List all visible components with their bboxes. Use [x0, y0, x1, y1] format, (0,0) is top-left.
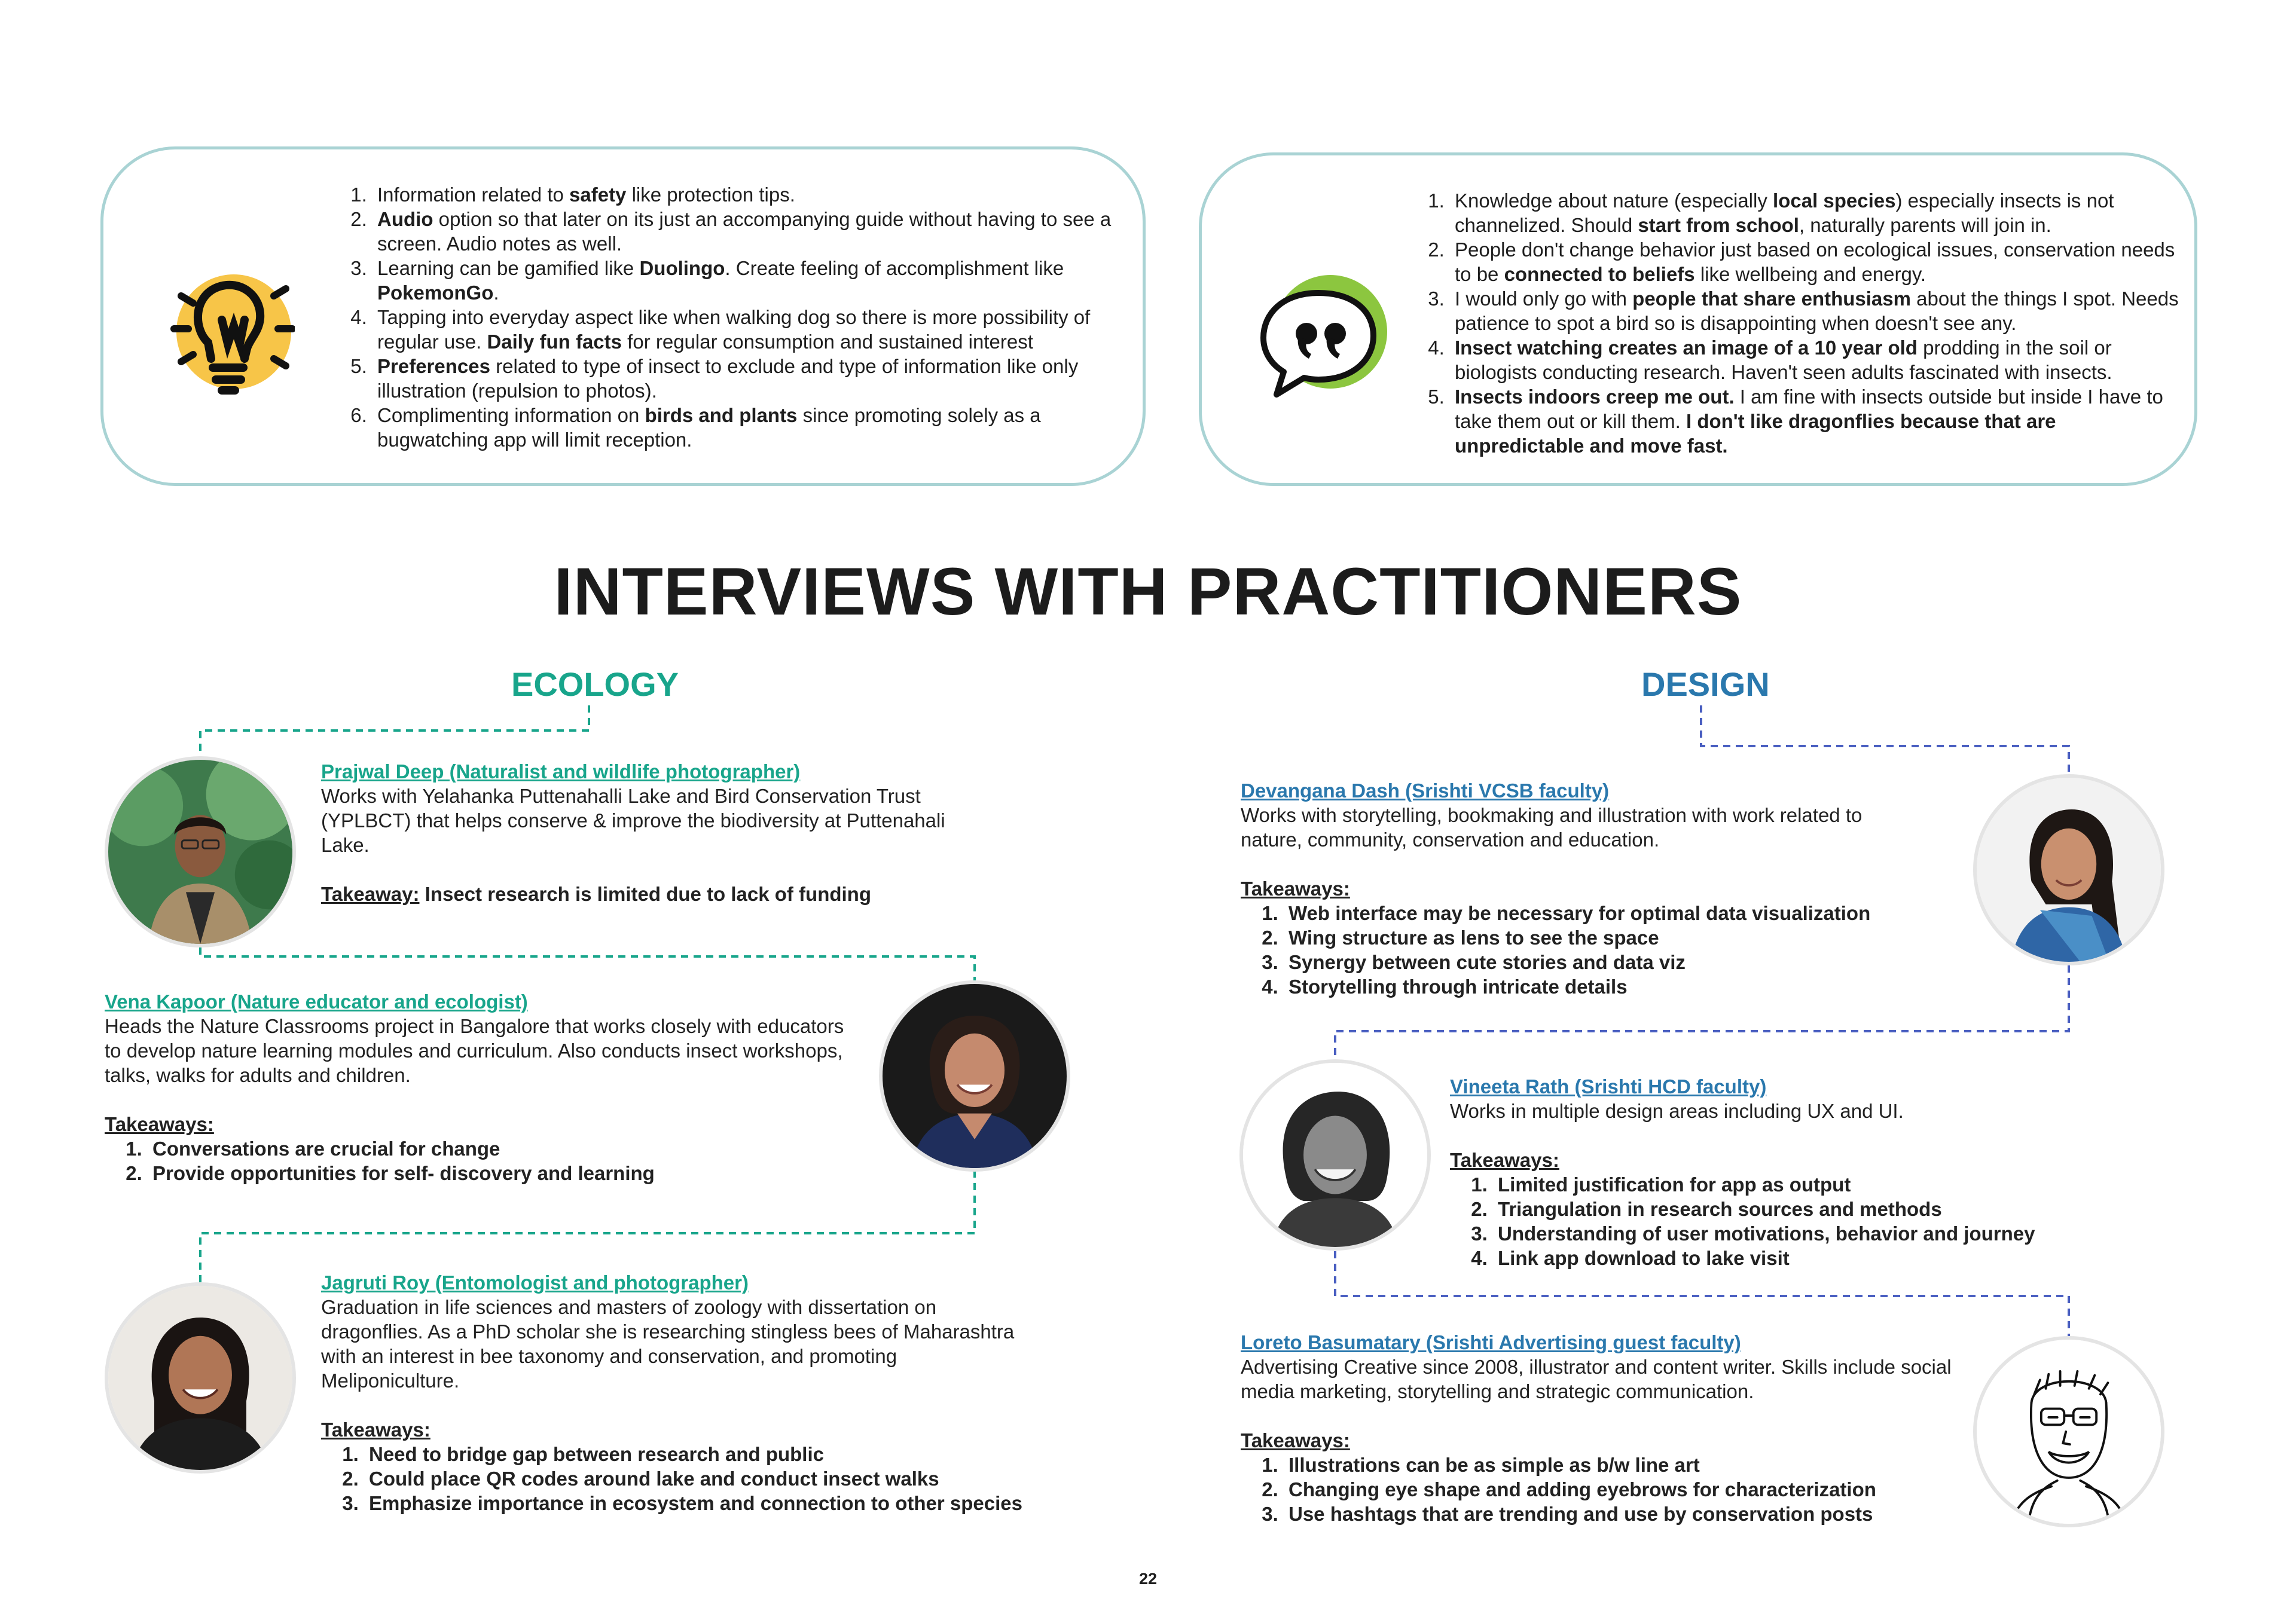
insight-text: Insect watching creates an image of a 10 year old	[1455, 337, 1918, 359]
takeaway-text: Insect research is limited due to lack of funding	[419, 883, 871, 905]
takeaway-list	[321, 1442, 1039, 1515]
insight-text: safety	[569, 184, 627, 206]
takeaway-item: 3. Emphasize importance in ecosystem and connection to other species	[364, 1491, 1039, 1515]
takeaway-list	[1241, 1453, 1958, 1526]
profile-vineeta-rath	[1450, 1074, 2048, 1270]
person-name-link[interactable]: Vineeta Rath (Srishti HCD faculty)	[1450, 1075, 1767, 1098]
takeaway-label: Takeaway:	[321, 883, 420, 905]
takeaway-item: 4. Storytelling through intricate details	[1284, 974, 1928, 999]
insights-right-item	[1450, 188, 2182, 237]
insight-text: .	[493, 282, 499, 304]
insights-list-right	[1423, 188, 2182, 458]
person-name-link[interactable]: Vena Kapoor (Nature educator and ecologist)	[105, 991, 528, 1013]
insight-text: local species	[1773, 189, 1896, 212]
person-description: Works with Yelahanka Puttenahalli Lake and Bird Conservation Trust (YPLBCT) that helps conserve & improve the biodiversity at Puttenahali Lake.	[321, 785, 945, 856]
avatar-jagruti-roy	[105, 1282, 296, 1474]
insight-text: , naturally parents will join in.	[1799, 214, 2051, 236]
takeaway-item: 3. Use hashtags that are trending and use by conservation posts	[1284, 1502, 1958, 1526]
insight-text: prodding in the soil or biologists conducting research. Haven't seen adults fascinated with insects.	[1455, 337, 2112, 383]
takeaway-item: 1. Illustrations can be as simple as b/w line art	[1284, 1453, 1958, 1477]
insight-text: People don't change behavior just based on ecological issues, conservation needs to be	[1455, 239, 2175, 285]
insights-left-item	[373, 182, 1129, 207]
takeaway-item: 3. Understanding of user motivations, behavior and journey	[1493, 1221, 2048, 1246]
insight-text: birds and plants	[645, 404, 798, 426]
insight-text: for regular consumption and sustained interest	[622, 331, 1033, 353]
takeaway-item: 3. Synergy between cute stories and data viz	[1284, 950, 1928, 974]
avatar-devangana-dash	[1973, 774, 2164, 965]
insight-text: Audio	[377, 208, 433, 230]
insights-box-left	[100, 146, 1146, 486]
insight-text: Insects indoors creep me out.	[1455, 386, 1735, 408]
profile-loreto-basumatary	[1241, 1330, 1958, 1526]
insights-box-right	[1199, 152, 2197, 486]
avatar-vena-kapoor	[879, 980, 1070, 1172]
insights-left-item	[373, 207, 1129, 256]
person-name-link[interactable]: Loreto Basumatary (Srishti Advertising guest faculty)	[1241, 1331, 1741, 1353]
speech-quote-icon	[1247, 275, 1390, 401]
insight-text: Knowledge about nature (especially	[1455, 189, 1773, 212]
takeaway-list	[105, 1136, 852, 1185]
takeaway-list	[1241, 901, 1928, 999]
takeaway-item: 1. Limited justification for app as output	[1493, 1172, 2048, 1197]
insight-text: since promoting solely as a bugwatching app will limit reception.	[377, 404, 1041, 451]
insights-right-item	[1450, 286, 2182, 335]
page-title: INTERVIEWS WITH PRACTITIONERS	[554, 554, 1742, 629]
insight-text: Daily fun facts	[487, 331, 622, 353]
takeaway-list	[1450, 1172, 2048, 1270]
takeaway-label: Takeaways:	[321, 1419, 430, 1441]
profile-prajwal-deep	[321, 759, 949, 906]
profile-devangana-dash	[1241, 778, 1928, 999]
page-number: 22	[1138, 1570, 1158, 1588]
takeaway-item: 2. Changing eye shape and adding eyebrows for characterization	[1284, 1477, 1958, 1502]
insight-text: Duolingo	[639, 257, 725, 279]
insights-right-item	[1450, 384, 2182, 458]
insight-text: like wellbeing and energy.	[1694, 263, 1926, 285]
insights-left-item	[373, 403, 1129, 452]
insight-text: ) especially insects is not channelized. Should	[1455, 189, 2114, 236]
insight-text: Preferences	[377, 355, 490, 377]
takeaway-item: 2. Wing structure as lens to see the space	[1284, 925, 1928, 950]
insight-text: Learning can be gamified like	[377, 257, 640, 279]
takeaway-item: 2. Provide opportunities for self- discovery and learning	[148, 1161, 852, 1185]
insights-list-left	[346, 182, 1129, 452]
ecology-connector-3	[200, 1170, 975, 1282]
avatar-vineeta-rath	[1239, 1059, 1431, 1251]
person-description: Heads the Nature Classrooms project in Bangalore that works closely with educators to develop nature learning modules and curriculum. Also conducts insect workshops, talks, walks for adults and children.	[105, 1015, 844, 1086]
insights-right-item	[1450, 237, 2182, 286]
insights-left-item	[373, 256, 1129, 305]
person-name-link[interactable]: Prajwal Deep (Naturalist and wildlife photographer)	[321, 760, 801, 783]
insight-text: Complimenting information on	[377, 404, 645, 426]
ecology-connector-2	[200, 947, 975, 980]
design-connector-1	[1701, 705, 2069, 774]
takeaway-label: Takeaways:	[105, 1113, 214, 1135]
profile-jagruti-roy	[321, 1270, 1039, 1515]
ecology-connector-1	[200, 705, 589, 754]
insight-text: connected to beliefs	[1504, 263, 1695, 285]
avatar-prajwal-deep	[105, 756, 296, 947]
insight-text: PokemonGo	[377, 282, 494, 304]
insights-left-item	[373, 354, 1129, 403]
insight-text: start from school	[1638, 214, 1799, 236]
takeaway-item: 2. Could place QR codes around lake and conduct insect walks	[364, 1466, 1039, 1491]
design-section-title: DESIGN	[1641, 665, 1770, 703]
person-description: Advertising Creative since 2008, illustrator and content writer. Skills include social media marketing, storytelling and strategic communication.	[1241, 1356, 1952, 1402]
takeaway-item: 4. Link app download to lake visit	[1493, 1246, 2048, 1270]
insight-text: about the things I spot. Needs patience to spot a bird so is disappointing when doesn't see any.	[1455, 288, 2179, 334]
person-description: Works with storytelling, bookmaking and illustration with work related to nature, community, conservation and education.	[1241, 804, 1863, 851]
insight-text: related to type of insect to exclude and type of information like only illustration (repulsion to photos).	[377, 355, 1079, 402]
person-description: Works in multiple design areas including UX and UI.	[1450, 1100, 1904, 1122]
insight-text: Tapping into everyday aspect like when walking dog so there is more possibility of regular use.	[377, 306, 1091, 353]
insight-text: people that share enthusiasm	[1632, 288, 1911, 310]
person-name-link[interactable]: Devangana Dash (Srishti VCSB faculty)	[1241, 780, 1610, 802]
insight-text: I would only go with	[1455, 288, 1633, 310]
insight-text: like protection tips.	[626, 184, 795, 206]
takeaway-label: Takeaways:	[1450, 1149, 1559, 1171]
insight-text: . Create feeling of accomplishment like	[725, 257, 1064, 279]
insights-left-item	[373, 305, 1129, 354]
person-name-link[interactable]: Jagruti Roy (Entomologist and photographer)	[321, 1271, 749, 1294]
insight-text: I am fine with insects outside but inside I have to take them out or kill them.	[1455, 386, 2163, 432]
takeaway-item: 1. Web interface may be necessary for optimal data visualization	[1284, 901, 1928, 925]
takeaway-label: Takeaways:	[1241, 878, 1350, 900]
person-description: Graduation in life sciences and masters of zoology with dissertation on dragonflies. As a PhD scholar she is researching stingless bees of Maharashtra with an interest in bee taxonomy and conservation, and promoting Meliponiculture.	[321, 1296, 1015, 1392]
takeaway-line	[321, 882, 949, 906]
takeaway-item: 1. Need to bridge gap between research and public	[364, 1442, 1039, 1466]
takeaway-label: Takeaways:	[1241, 1429, 1350, 1451]
insight-text: Information related to	[377, 184, 570, 206]
insight-text: I don't like dragonflies because that are unpredictable and move fast.	[1455, 410, 2056, 457]
avatar-loreto-basumatary	[1973, 1336, 2164, 1527]
profile-vena-kapoor	[105, 989, 852, 1185]
takeaway-item: 1. Conversations are crucial for change	[148, 1136, 852, 1161]
takeaway-item: 2. Triangulation in research sources and methods	[1493, 1197, 2048, 1221]
insights-right-item	[1450, 335, 2182, 384]
insight-text: option so that later on its just an accompanying guide without having to see a screen. Audio notes as well.	[377, 208, 1112, 255]
lightbulb-icon	[151, 272, 295, 398]
ecology-section-title: ECOLOGY	[511, 665, 679, 703]
